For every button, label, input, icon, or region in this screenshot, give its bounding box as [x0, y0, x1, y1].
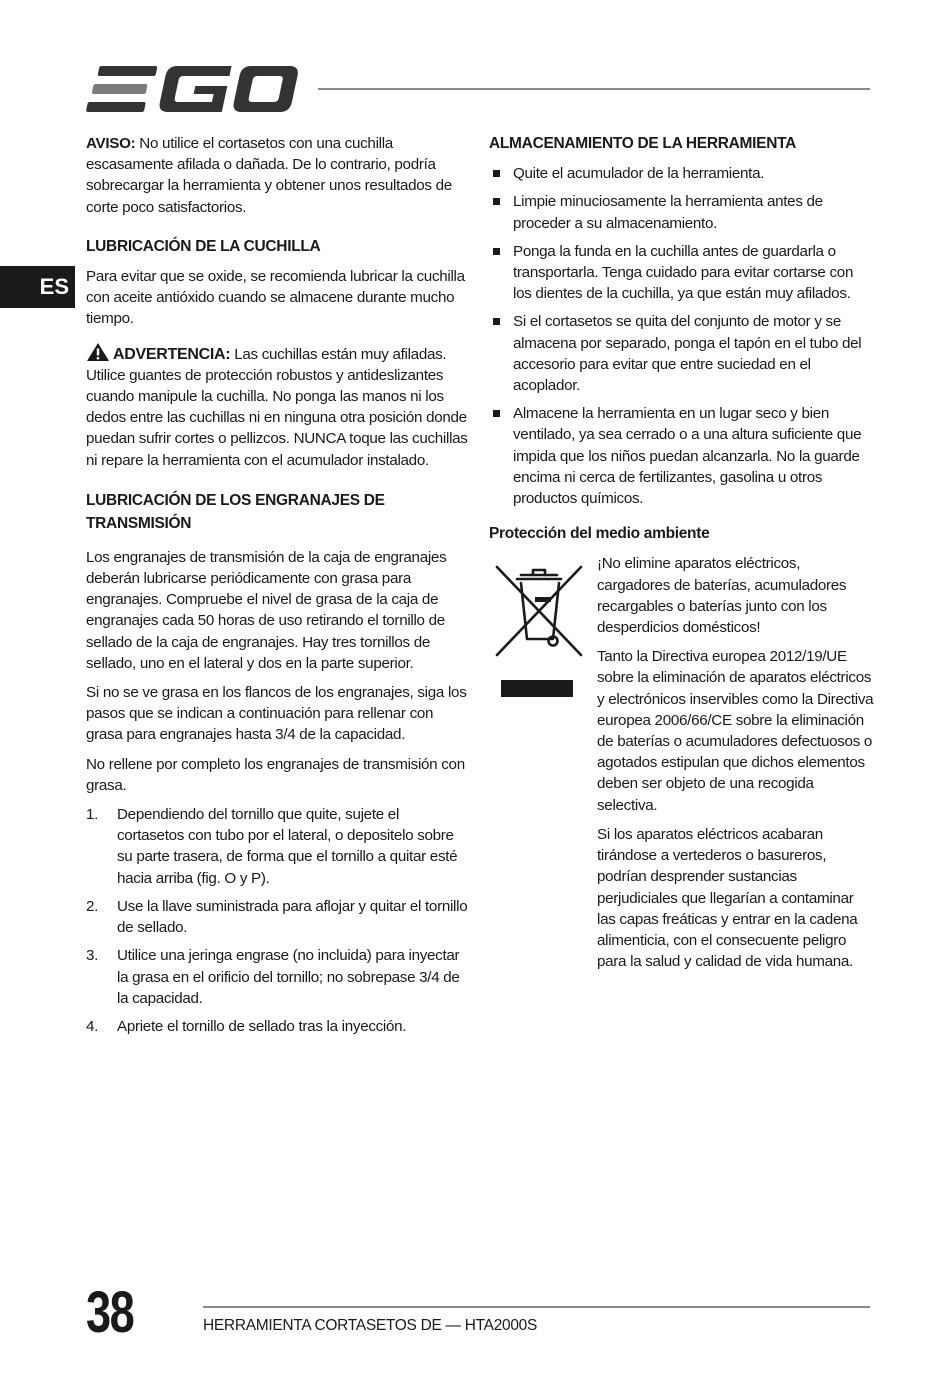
paragraph-engranajes-1: Los engranajes de transmisión de la caja de engranajes deberán lubricarse periódicamente con grasa para engranajes. Compruebe el nivel de grasa de la caja de engranajes cada 50 horas de uso retirando el tornillo de sellado de la caja de engranajes. Hay tres tornillos de sellado, uno en el lateral y dos en la parte superior. — [86, 548, 447, 672]
bullet-square-icon — [493, 318, 500, 325]
list-item — [489, 311, 874, 396]
step-text: Use la llave suministrada para aflojar y quitar el tornillo de sellado. — [117, 897, 468, 937]
environment-paragraph-3: Si los aparatos eléctricos acabaran tirándose a vertederos o basureros, podrían desprender sustancias perjudiciales que llegarían a contaminar las capas freáticas y entrar en la cadena alimenticia, con el consecuente peligro para la salud y calidad de vida humana. — [597, 825, 858, 971]
environment-paragraph-1: ¡No elimine aparatos eléctricos, cargadores de baterías, acumuladores recargables o baterías junto con los desperdicios domésticos! — [597, 555, 847, 637]
steps-list — [86, 804, 468, 1037]
bullet-text: Ponga la funda en la cuchilla antes de guardarla o transportarla. Tenga cuidado para evitar cortarse con los dientes de la cuchilla, ya que están muy afilados. — [513, 242, 854, 303]
paragraph-lubricacion-cuchilla: Para evitar que se oxide, se recomienda lubricar la cuchilla con aceite antióxido cuando se almacene durante mucho tiempo. — [86, 268, 465, 328]
page-number: 38 — [86, 1280, 134, 1345]
footer-rule — [203, 1306, 870, 1308]
advertencia-label: ADVERTENCIA: — [113, 345, 231, 363]
list-item — [489, 163, 874, 184]
step-number: 2. — [86, 897, 99, 915]
advertencia-text: Las cuchillas están muy afiladas. Utilice guantes de protección robustos y antideslizantes cuando manipule la cuchilla. No ponga las manos ni los dedos entre las cuchillas ni en ninguna otra posición donde puedan sufrir cortes o pellizcos. NUNCA toque las cuchillas ni repare la herramienta con el acumulador instalado. — [86, 345, 468, 469]
list-item — [86, 804, 468, 889]
bullet-square-icon — [493, 410, 500, 417]
left-column — [86, 133, 468, 1044]
bullet-text: Almacene la herramienta en un lugar seco y bien ventilado, ya sea cerrado o a una altura suficiente que impida que los niños puedan alcanzarla. No la guarde encima ni cerca de fertilizantes, gasolina u otros productos químicos. — [513, 405, 862, 508]
heading-engranajes: LUBRICACIÓN DE LOS ENGRANAJES DE TRANSMISIÓN — [86, 491, 385, 532]
list-item — [86, 896, 468, 938]
bullet-square-icon — [493, 198, 500, 205]
language-tab: ES — [0, 266, 75, 308]
ego-logo — [86, 64, 300, 114]
weee-symbol — [489, 553, 597, 980]
list-item — [86, 945, 468, 1009]
aviso-text: No utilice el cortasetos con una cuchilla escasamente afilada o dañada. De lo contrario, podría sobrecargar la herramienta y obtener unos resultados de corte poco satisfactorios. — [86, 135, 452, 216]
header-rule — [318, 88, 870, 90]
warning-triangle-icon — [86, 342, 110, 362]
environment-block — [489, 553, 874, 980]
crossed-out-wheelie-bin-icon — [491, 557, 587, 697]
heading-almacenamiento: ALMACENAMIENTO DE LA HERRAMIENTA — [489, 135, 796, 152]
environment-paragraph-2: Tanto la Directiva europea 2012/19/UE sobre la eliminación de aparatos eléctricos y electrónicos inservibles como la Directiva europea 2006/66/CE sobre la eliminación de baterías o acumuladores defectuosos o agotados estipulan que dichos elementos deben ser objeto de una recogida selectiva. — [597, 648, 874, 814]
list-item — [489, 403, 874, 509]
paragraph-engranajes-3: No rellene por completo los engranajes de transmisión con grasa. — [86, 755, 465, 794]
advertencia-note — [86, 342, 468, 471]
list-item — [489, 241, 874, 305]
step-number: 3. — [86, 947, 99, 965]
heading-lubricacion-cuchilla: LUBRICACIÓN DE LA CUCHILLA — [86, 237, 321, 255]
bullet-square-icon — [493, 248, 500, 255]
step-text: Apriete el tornillo de sellado tras la inyección. — [117, 1017, 407, 1035]
list-item — [86, 1016, 468, 1037]
bullet-text: Quite el acumulador de la herramienta. — [513, 165, 765, 183]
step-text: Dependiendo del tornillo que quite, sujete el cortasetos con tubo por el lateral, o depositelo sobre su parte trasera, de forma que el tornillo a quitar esté hacia arriba (fig. O y P). — [117, 806, 458, 887]
aviso-note — [86, 133, 468, 218]
step-text: Utilice una jeringa engrase (no incluida) para inyectar la grasa en el orificio del tornillo; no sobrepase 3/4 de la capacidad. — [117, 947, 460, 1007]
step-number: 1. — [86, 806, 99, 824]
aviso-label: AVISO: — [86, 135, 136, 152]
bullet-text: Limpie minuciosamente la herramienta antes de proceder a su almacenamiento. — [513, 193, 823, 232]
bullet-square-icon — [493, 170, 500, 177]
storage-bullets — [489, 163, 874, 509]
paragraph-engranajes-2: Si no se ve grasa en los flancos de los engranajes, siga los pasos que se indican a continuación para rellenar con grasa para engranajes hasta 3/4 de la capacidad. — [86, 684, 467, 744]
right-column — [489, 133, 874, 980]
step-number: 4. — [86, 1017, 99, 1035]
footer-title: HERRAMIENTA CORTASETOS DE — HTA2000S — [203, 1317, 538, 1334]
bullet-text: Si el cortasetos se quita del conjunto de motor y se almacena por separado, ponga el tapón en el tubo del accesorio para evitar que entre suciedad en el acoplador. — [513, 313, 862, 395]
environment-text — [597, 553, 874, 980]
list-item — [489, 191, 874, 233]
heading-medio-ambiente: Protección del medio ambiente — [489, 525, 710, 543]
